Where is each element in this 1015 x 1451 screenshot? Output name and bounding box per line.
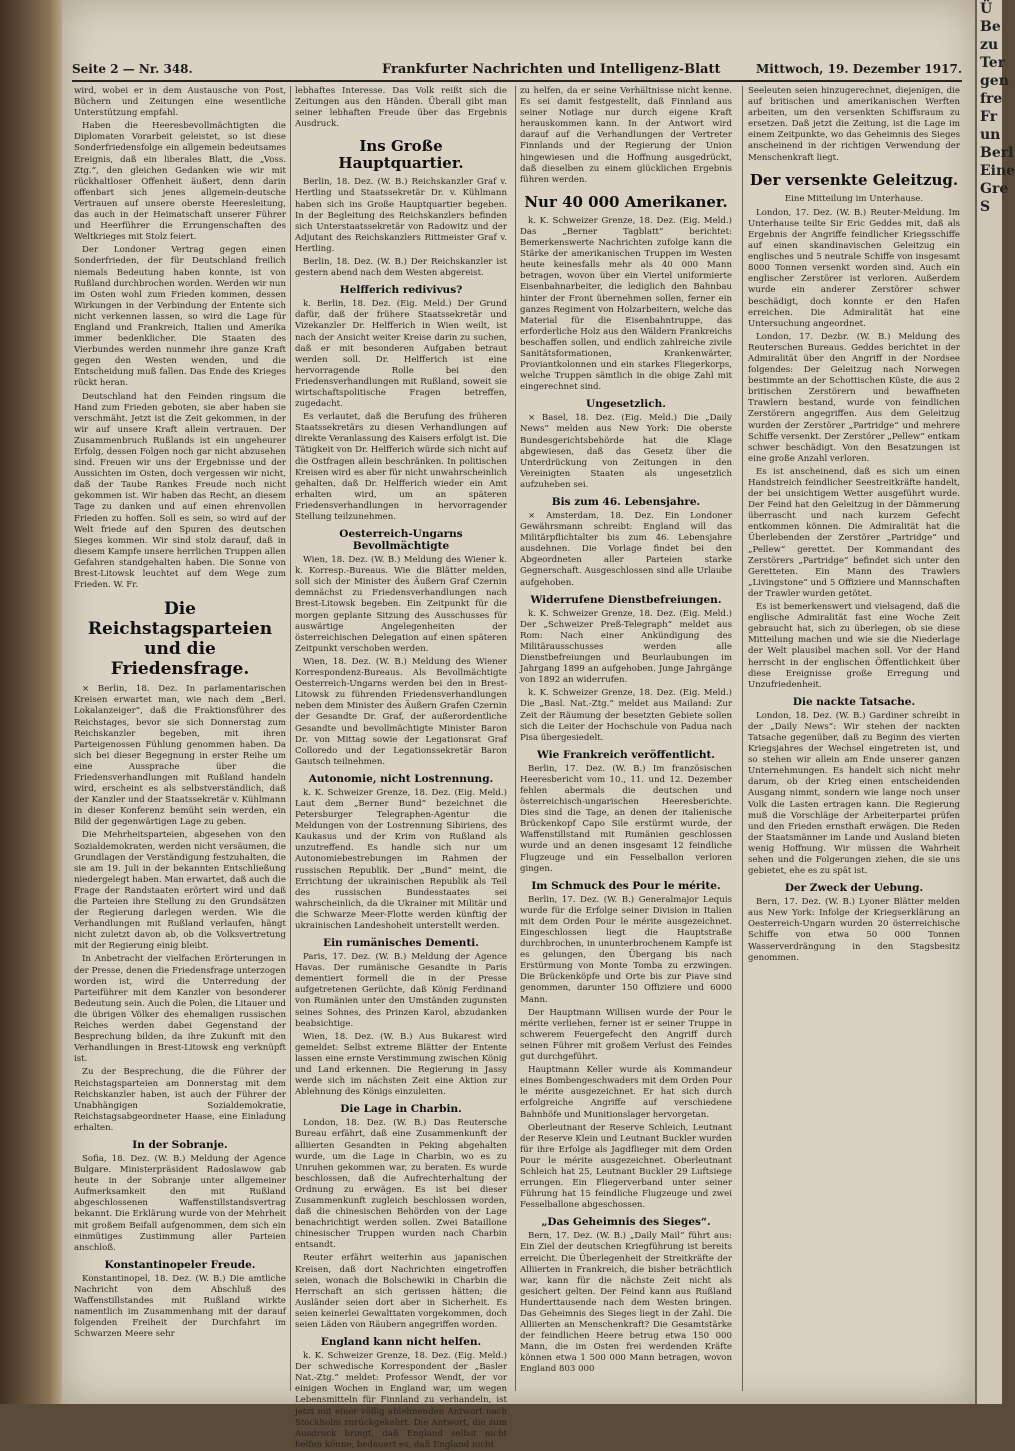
article-headline: Im Schmuck des Pour le mérite. xyxy=(531,879,721,892)
issue-date: Mittwoch, 19. Dezember 1917. xyxy=(756,62,962,76)
article-text: London, 18. Dez. (W. B.) Gardiner schreibt in der „Daily News“: Wir stehen der nackten Tatsache gegenüber, daß zu Beginn des vierten Kriegsjahres der Wechsel eingetreten ist, und so stehen wir allein am Ende unserer ganzen Unternehmungen. Es handelt sich nicht mehr darum, ob der Krieg einen entscheidenden Ausgang nimmt, sondern wie lange noch unser Volk die Lasten ertragen kann. Die Regierung muß die Vorschläge der Arbeiterpartei prüfen und den Frieden ernsthaft erwägen. Die Reden der Staatsmänner im Lande und Ausland bieten wenig Hoffnung. Wir müssen die Wahrheit sehen und die Folgerungen ziehen, die sie uns gebietet, ehe es zu spät ist. xyxy=(748,710,960,877)
article-headline: Ein rumänisches Dementi. xyxy=(323,937,479,950)
article-text: Sofia, 18. Dez. (W. B.) Meldung der Agence Bulgare. Ministerpräsident Radoslawow gab heute in der Sobranje unter allgemeiner Aufmerksamkeit den mit Rußland abgeschlossenen Waffenstillstandsvertrag bekannt. Die Erklärung wurde von der Mehrheit mit großem Beifall aufgenommen, dem sich ein einmütiges Zustimmung aller Parteien anschloß. xyxy=(74,1153,286,1253)
article-text: London, 17. Dezbr. (W. B.) Meldung des Reuterschen Bureaus. Geddes berichtet in der Admiralität über den Angriff in der Nordsee folgendes: Der Geleitzug nach Norwegen bestimmte an der Schottischen Küste, die aus 2 britischen Zerstörern und bewaffneten Trawlern bestand, wurde von feindlichen Zerstörern angegriffen. Aus dem Geleitzug wurden der Zerstörer „Partridge“ und mehrere Schiffe versenkt. Der Zerstörer „Pellew“ entkam schwer beschädigt. Von den Besatzungen ist eine große Anzahl verloren. xyxy=(748,331,960,464)
edge-fragment: un xyxy=(980,127,1001,143)
edge-fragment: Ü xyxy=(980,1,993,17)
article-text: Reuter erfährt weiterhin aus japanischen Kreisen, daß dort Nachrichten eingetroffen seien, wonach die Bolschewiki in Charbin die Herrschaft an sich gerissen hätten; die Ausländer seien dort aber in Sicherheit. Es seien keinerlei Gewalttaten vorgekommen, doch seien Läden von Räubern angegriffen worden. xyxy=(295,1253,507,1330)
article-text: k. K. Schweizer Grenze, 18. Dez. (Eig. Meld.) Laut dem „Berner Bund“ bezeichnet die Petersburger Telegraphen-Agentur die Meldungen von der Lostrennung Sibiriens, des Kaukasus und der Krim von Rußland als unzutreffend. Es handle sich nur um Autonomiebestrebungen im Rahmen der russischen Republik. Der „Bund“ meint, die Errichtung der ukrainischen Republik als Teil des russischen Bundesstaates sei wahrscheinlich, da die Ukrainer mit Militär und die Schwarze Meer-Flotte werden künftig der ukrainischen Landeshoheit unterstellt werden. xyxy=(295,787,507,931)
column-rule xyxy=(742,86,743,1391)
article-text: Berlin, 17. Dez. (W. B.) Generalmajor Lequis wurde für die Erfolge seiner Division in Italien mit dem Orden Pour le mérite ausgezeichnet. Eingeschlossen liegt die Hauptstraße durchbrochen, in ununterbrochenem Kampfe ist es gelungen, den Übergang bis nach Erstürmung von Monte Tomba zu erzwingen. Die Brückenköpfe und Orte bis zur Piave sind genommen, darunter 150 Offiziere und 6000 Mann. xyxy=(520,894,732,1005)
edge-fragment: S xyxy=(980,199,991,215)
article-text: Zu der Besprechung, die die Führer der Reichstagsparteien am Donnerstag mit dem Reichskanzler haben, ist auch der Führer der Unabhängigen Sozialdemokratie, Reichstagsabgeordneter Haase, eine Einladung erhalten. xyxy=(74,1067,286,1133)
article-text: Seeleuten seien hinzugerechnet, diejenigen, die auf britischen und amerikanischen Werften arbeiten, um den versenkten Schiffsraum zu ersetzen. Daß jetzt die Zeitung, ist die Lage im einem Zeitpunkte, wo das Geheimnis des Sieges anscheinend in der richtigen Verwendung der Menschenkraft liegt. xyxy=(748,86,960,163)
page-header xyxy=(72,58,962,80)
article-headline: Ins Große Hauptquartier. xyxy=(338,137,464,173)
article-headline: Widerrufene Dienstbefreiungen. xyxy=(530,593,722,606)
article-text: Es ist bemerkenswert und vielsagend, daß die englische Admiralität fast eine Woche Zeit gebraucht hat, sich zu überlegen, ob sie diese Mitteilung machen und wie sie die Niederlage der Welt plausibel machen soll. Vor der Hand herrscht in der englischen Öffentlichkeit über diese Ereignisse große Erregung und Unzufriedenheit. xyxy=(748,602,960,690)
article-text: London, 18. Dez. (W. B.) Das Reutersche Bureau erfährt, daß eine Zusammenkunft der alliierten Gesandten in Peking abgehalten wurde, um die Lage in Charbin, wo es zu Unruhen gekommen war, zu beraten. Es wurde beschlossen, daß die Aufrechterhaltung der Ordnung zu erwägen. Es ist bei dieser Zusammenkunft zugleich beschlossen worden, daß die chinesischen Behörden von der Lage benachrichtigt werden sollen. Zwei Bataillone chinesischer Truppen wurden nach Charbin entsandt. xyxy=(295,1118,507,1251)
article-headline: In der Sobranje. xyxy=(132,1138,228,1151)
newspaper-page xyxy=(62,0,975,1450)
article-text: Hauptmann Keller wurde als Kommandeur eines Bombengeschwaders mit dem Orden Pour le mérite ausgezeichnet. Er hat sich durch erfolgreiche Angriffe auf verschiedene Bahnhöfe und Munitionslager hervorgetan. xyxy=(520,1065,732,1120)
article-text: Haben die Heeresbevollmächtigten die Diplomaten Vorarbeit geleistet, so ist diese Sonderfriedensfolge ein allgemein bedeutsames Ereignis, daß ein liberales Blatt, die „Voss. Ztg.“, den gleichen Gedanken wie wir mit rückhaltloser Offenheit äußert, denn darin offenbart sich jenes allgemein-deutsche Vertrauen auf unsere oberste Heeresleitung, das auch in der Heimatschaft unserer Führer und Heerführer die Errungenschaften des Weltkrieges mit Stolz feiert. xyxy=(74,121,286,243)
adjacent-page-edge xyxy=(975,0,1015,1404)
column-rule xyxy=(515,86,516,1391)
edge-fragment: Gre xyxy=(980,181,1009,197)
article-headline: Oesterreich-Ungarns Bevollmächtigte xyxy=(339,528,463,553)
article-text: k. K. Schweizer Grenze, 18. Dez. (Eig. Meld.) Der „Schweizer Preß-Telegraph“ meldet aus Rom: Nach einer Ankündigung des Militärausschusses werden alle Dienstbefreiungen und Beurlaubungen im Jahrgang 1899 an aufgehoben. Junge Jahrgänge von 1892 an widerrufen. xyxy=(520,608,732,686)
column-1 xyxy=(74,86,286,1391)
article-text: k. K. Schweizer Grenze, 18. Dez. (Eig. Meld.) Das „Berner Tagblatt“ berichtet: Bemerkenswerte Nachrichten zufolge kann die Stärke der amerikanischen Truppen im Westen heute keinesfalls mehr als 40 000 Mann betragen, wovon über ein Viertel uniformierte Eisenbahnarbeiter, die lediglich den Bahnbau hinter der Front übernehmen sollen, ferner ein ganzes Regiment von Holzarbeitern, welche das Material für die Eisenbahntruppe, das erforderliche Holz aus den Wäldern Frankreichs beschaffen sollen, und endlich zahlreiche zivile Sanitätsformationen, Krankenwärter, Proviantkolonnen und ein starkes Fliegerkorps, welche Truppen sämtlich in die obige Zahl mit eingerechnet sind. xyxy=(520,215,732,393)
edge-fragment: gen xyxy=(980,73,1009,89)
article-text: k. Berlin, 18. Dez. (Eig. Meld.) Der Grund dafür, daß der frühere Staatssekretär und Vizekanzler Dr. Helfferich in Wien weilt, ist nach der Ansicht weiter Kreise darin zu suchen, daß er mit besonderen Aufgaben betraut werden soll. Dr. Helfferich ist eine hervorragende Rolle bei den Friedensverhandlungen mit Rußland, soweit sie wirtschaftspolitische Fragen betreffen, zugedacht. xyxy=(295,299,507,410)
article-text: zu helfen, da er seine Verhältnisse nicht kenne. Es sei damit festgestellt, daß Finnland aus seiner Notlage nur durch eigene Kraft herauskommen kann. In der Antwort wird darauf auf die Verhandlungen der Vertreter Finnlands und der Regierung der Union hingewiesen und die Hoffnung ausgedrückt, daß dieselben zu einem glücklichen Ergebnis führen werden. xyxy=(520,86,732,185)
article-headline: Nur 40 000 Amerikaner. xyxy=(524,192,728,211)
article-headline: Die Lage in Charbin. xyxy=(340,1103,462,1116)
article-subheadline: Eine Mitteilung im Unterhause. xyxy=(784,193,924,204)
article-text: k. K. Schweizer Grenze, 18. Dez. (Eig. Meld.) Die „Basl. Nat.-Ztg.“ meldet aus Mailand: Zur Zeit der Räumung der besetzten Gebiete sollen sich die Leiter der Hochschule von Padua nach Pisa übergesiedelt. xyxy=(520,688,732,743)
article-text: Paris, 17. Dez. (W. B.) Meldung der Agence Havas. Der rumänische Gesandte in Paris dementiert formell die in der Presse aufgetretenen Gerüchte, daß König Ferdinand von Rumänien unter den Umständen zugunsten seines Sohnes, des Prinzen Karol, abzudanken beabsichtige. xyxy=(295,952,507,1029)
article-text: London, 17. Dez. (W. B.) Reuter-Meldung. Im Unterhause teilte Sir Eric Geddes mit, daß als Ergebnis der Angriffe feindlicher Kriegsschiffe auf einen skandinavischen Geleitzug ein englisches und 5 neutrale Schiffe von insgesamt 8000 Tonnen versenkt worden sind. Auch ein englischer Zerstörer ist verloren. Außerdem wurde ein anderer Zerstörer schwer beschädigt, doch konnte er den Hafen erreichen. Die Admiralität hat eine Untersuchung angeordnet. xyxy=(748,207,960,329)
edge-fragment: Be xyxy=(980,19,1001,35)
edge-fragment: Fr xyxy=(980,109,998,125)
article-headline: Der versenkte Geleitzug. xyxy=(749,170,959,189)
article-text: Deutschland hat den Feinden ringsum die Hand zum Frieden geboten, sie aber haben sie verschmäht. Jetzt ist die Zeit gekommen, in der wir auf unsere Kraft allein vertrauen. Der Zusammenbruch Rußlands ist ein ungeheurer Erfolg, dessen Folgen noch gar nicht abzusehen sind. Freuen wir uns der Ergebnisse und der Aussichten im Osten, doch vergessen wir nicht, daß der Taube Rankes Freude noch nicht gekommen ist. Wir haben das Recht, an diesem Tage zu danken und auf einen ehrenvollen Frieden zu hoffen. Soll es sein, so wird auf der Welt friede auf den Spuren des deutschen Sieges kommen. Wir sind stolz darauf, daß in diesem Kampfe unsere herrlichen Truppen allen Gefahren standgehalten haben. Die Sonne von Brest-Litowsk leuchtet auf dem Wege zum Frieden. W. Fr. xyxy=(74,391,286,591)
article-headline: Autonomie, nicht Lostrennung. xyxy=(308,772,494,785)
article-text: Bern, 17. Dez. (W. B.) „Daily Mail“ führt aus: Ein Ziel der deutschen Kriegführung ist bereits erreicht. Die Überlegenheit der Streitkräfte der Alliierten in Frankreich, die bisher beträchtlich war, kann für die nächste Zeit nicht als gesichert gelten. Der Feind kann aus Rußland Hunderttausende nach dem Westen bringen. Das Geheimnis des Sieges liegt in der Zahl. Die Alliierten an Menschenkraft? Die Gesamtstärke der feindlichen Heere betrug etwa 150 000 Mann, die im Osten frei werdenden Kräfte können etwa 1 500 000 Mann betragen, wovon England 803 000 xyxy=(520,1231,732,1375)
column-rule xyxy=(290,86,291,1391)
article-text: wird, wobei er in dem Austausche von Post, Büchern und Zeitungen eine wesentliche Unterstützung empfahl. xyxy=(74,86,286,119)
article-text: × Amsterdam, 18. Dez. Ein Londoner Gewährsmann schreibt: England will das Militärpflichtalter bis zum 46. Lebensjahre ausdehnen. Die Vorlage findet bei den Abgeordneten aller Parteien starke Gegnerschaft. Ausgeschlossen sind alle Urlaube aufgehoben. xyxy=(520,511,732,588)
edge-fragment: zu xyxy=(980,37,999,53)
article-headline: Die Reichstagsparteien und die Friedensfrage. xyxy=(87,599,273,680)
article-text: Oberleutnant der Reserve Schleich, Leutnant der Reserve Klein und Leutnant Buckler wurden für ihre Erfolge als Jagdflieger mit dem Orden Pour le mérite ausgezeichnet. Oberleutnant Schleich hat 25, Leutnant Buckler 29 Luftsiege errungen. Ein Fliegerverband unter seiner Führung hat 15 feindliche Flugzeuge und zwei Fesselballone abgeschossen. xyxy=(520,1122,732,1211)
column-3 xyxy=(520,86,732,1391)
article-text: × Berlin, 18. Dez. In parlamentarischen Kreisen erwartet man, wie nach dem „Berl. Lokalanzeiger“, daß die Fraktionsführer des Reichstages, bevor sie sich Donnerstag zum Reichskanzler begeben, mit ihren Parteigenossen Fühlung genommen haben. Da sich bei dieser Begegnung in erster Reihe um eine Aussprache über die Friedensverhandlungen mit Rußland handeln wird, erscheint es als selbstverständlich, daß der Kanzler und der Staatssekretär v. Kühlmann in dieser Konferenz bemüht sein werden, ein Bild der gegenwärtigen Lage zu geben. xyxy=(74,684,286,828)
edge-fragment: Eine xyxy=(980,163,1015,179)
article-headline: England kann nicht helfen. xyxy=(320,1336,482,1349)
article-headline: Helfferich redivivus? xyxy=(339,284,463,297)
article-text: Berlin, 18. Dez. (W. B.) Der Reichskanzler ist gestern abend nach dem Westen abgereist. xyxy=(295,257,507,279)
article-text: Der Londoner Vertrag gegen einen Sonderfrieden, der für Deutschland freilich niemals Bedeutung haben konnte, ist von Rußland durchbrochen worden. Werden wir nun im Osten wohl zum Frieden kommen, dessen Wirkungen in der Verbindung der Entente sich nicht verkennen lassen, so wird die Lage für England und Frankreich, Italien und Amerika immer bedenklicher. Die Staaten des Vierbundes werden nunmehr ihre ganze Kraft gegen den Westen wenden, und die Entscheidung muß fallen. Das Ende des Krieges rückt heran. xyxy=(74,245,286,389)
article-text: lebhaftes Interesse. Das Volk reißt sich die Zeitungen aus den Händen. Überall gibt man seiner lebhaften Freude über das Ergebnis Ausdruck. xyxy=(295,86,507,130)
article-headline: Wie Frankreich veröffentlicht. xyxy=(537,748,715,761)
book-binding xyxy=(0,0,62,1404)
article-text: Bern, 17. Dez. (W. B.) Lyoner Blätter melden aus New York: Infolge der Kriegserklärung an Oesterreich-Ungarn wurden 20 österreichische Schiffe von etwa 50 000 Tonnen Wasserverdrängung in den Stagsbesitz genommen. xyxy=(748,897,960,963)
article-headline: Konstantinopeler Freude. xyxy=(104,1258,256,1271)
column-2 xyxy=(295,86,507,1450)
article-headline: „Das Geheimnis des Sieges“. xyxy=(541,1216,711,1229)
page-number: Seite 2 — Nr. 348. xyxy=(72,62,193,76)
article-headline: Bis zum 46. Lebensjahre. xyxy=(551,496,701,508)
article-headline: Ungesetzlich. xyxy=(586,398,666,411)
edge-fragment: Ter xyxy=(980,55,1006,71)
article-text: k. K. Schweizer Grenze, 18. Dez. (Eig. Meld.) Der schwedische Korrespondent der „Basler Nat.-Ztg.“ meldet: Professor Wendt, der vor einigen Wochen in England war, um wegen Lebensmitteln für Finnland zu verhandeln, ist jetzt mit einer völlig ablehnenden Antwort nach Stockholm zurückgekehrt. Die Antwort, die zum Ausdruck bringt, daß England selbst nicht helfen könne, bedauert es, daß England nicht xyxy=(295,1351,507,1450)
article-text: Die Mehrheitsparteien, abgesehen von den Sozialdemokraten, werden nicht versäumen, die Grundlagen der Verständigung festzuhalten, die sie am 19. Juli in der bekannten Entschließung niedergelegt haben. Man erwartet, daß auch die Frage der Randstaaten erörtert wird und daß die Parteien ihre Stellung zu den Grundsätzen der Regierung darlegen werden. Wie die Verhandlungen mit Rußland verlaufen, hängt nicht zuletzt davon ab, ob die Volksvertretung mit der Regierung einig bleibt. xyxy=(74,830,287,952)
article-text: × Basel, 18. Dez. (Eig. Meld.) Die „Daily News“ melden aus New York: Die oberste Bundesgerichtsbehörde hat die Klage abgewiesen, daß das Gesetz über die Unterdrückung von Zeitungen in den Vereinigten Staaten als ungesetzlich aufzuheben sei. xyxy=(520,413,732,490)
edge-fragment: fre xyxy=(980,91,1003,107)
header-rule xyxy=(72,80,962,82)
article-text: Es verlautet, daß die Berufung des früheren Staatssekretärs zu diesen Verhandlungen auf direkte Veranlassung des Kaisers erfolgt ist. Die Tätigkeit von Dr. Helfferich würde sich nicht auf die Ostfragen allein beschränken. In politischen Kreisen wird es aber für nicht unwahrscheinlich gehalten, daß Dr. Helfferich wieder ein Amt erhalten wird, um an späteren Friedensverhandlungen in hervorragender Stellung teilzunehmen. xyxy=(295,412,507,522)
article-headline: Der Zweck der Uebung. xyxy=(784,882,924,895)
article-text: Es ist anscheinend, daß es sich um einen Handstreich feindlicher Seestreitkräfte handelt, der bei unsichtigem Wetter ausgeführt wurde. Der Feind hat den Geleitzug in der Dämmerung überrascht und nach kurzem Gefecht entkommen können. Die Admiralität hat die Überlebenden der Zerstörer „Partridge“ und „Pellew“ gerettet. Der Kommandant des Zerstörers „Partridge“ befindet sich unter den Geretteten. Ein Mann des Trawlers „Livingstone“ und 5 Offiziere und Mannschaften der Trawler wurden getötet. xyxy=(748,466,960,599)
article-text: Wien, 18. Dez. (W. B.) Aus Bukarest wird gemeldet: Selbst extreme Blätter der Entente lassen eine ernste Verstimmung zwischen König und Land erkennen. Die Regierung in Jassy werde sich im nächsten Zeit eine Aktion zur Ablehnung des Königs einzuleiten. xyxy=(295,1031,507,1098)
masthead: Frankfurter Nachrichten und Intelligenz-Blatt xyxy=(382,62,721,77)
article-text: Berlin, 18. Dez. (W. B.) Reichskanzler Graf v. Hertling und Staatssekretär Dr. v. Kühlmann haben sich ins Große Hauptquartier begeben. In der Begleitung des Reichskanzlers befinden sich Unterstaatssekretär von Radowitz und der Adjutant des Reichskanzlers Rittmeister Graf v. Hertling. xyxy=(295,177,507,254)
article-text: Konstantinopel, 18. Dez. (W. B.) Die amtliche Nachricht von dem Abschluß des Waffenstillstandes mit Rußland wirkte namentlich im Zusammenhang mit der darauf folgenden Freiheit der Durchfahrt im Schwarzen Meere sehr xyxy=(74,1273,286,1340)
article-text: In Anbetracht der vielfachen Erörterungen in der Presse, denen die Friedensfrage unterzogen worden ist, wird die Unterredung der Parteiführer mit dem Kanzler von besonderer Bedeutung sein. Auch die Polen, die Litauer und die übrigen Völker des ehemaligen russischen Reiches werden dabei Gegenstand der Besprechung bilden, da ihre Zukunft mit den Verhandlungen in Brest-Litowsk eng verknüpft ist. xyxy=(74,954,286,1065)
article-text: Wien, 18. Dez. (W. B.) Meldung des Wiener k. k. Korresp.-Bureaus. Wie die Blätter melden, soll sich der Minister des Äußern Graf Czernin demnächst zu Friedensverhandlungen nach Brest-Litowsk begeben. Ein Zeitpunkt für die morgen geplante Sitzung des Ausschusses für auswärtige Angelegenheiten der österreichischen Delegation auf einen späteren Zeitpunkt verschoben werden. xyxy=(295,555,507,654)
article-headline: Die nackte Tatsache. xyxy=(792,695,916,708)
article-text: Der Hauptmann Willisen wurde der Pour le mérite verliehen, ferner ist er seiner Truppe in schwerem Feuergefecht den Angriff durch seinen Führer mit großem Verlust des Feindes gut durchgeführt. xyxy=(520,1007,732,1063)
column-4 xyxy=(748,86,960,1391)
article-text: Berlin, 17. Dez. (W. B.) Im französischen Heeresbericht vom 10., 11. und 12. Dezember fehlen abermals die deutschen und österreichisch-ungarischen Heeresberichte. Dies sind die Tage, an denen der italienische Brückenkopf Capo Sile erstürmt wurde, der Waffenstillstand mit Rumänien geschlossen wurde und an denen insgesamt 12 feindliche Flugzeuge und ein Fesselballon verloren gingen. xyxy=(520,763,732,874)
article-text: Wien, 18. Dez. (W. B.) Meldung des Wiener Korrespondenz-Bureaus. Als Bevollmächtigte Oesterreich-Ungarns werden bei den in Brest-Litowsk zu führenden Friedensverhandlungen neben dem Minister des Äußern Grafen Czernin der Gesandte Dr. Graf, der außerordentliche Gesandte und bevollmächtigte Minister Baron Dr. von Mittag sowie der Legationsrat Graf Colloredo und der Legationssekretär Baron Gautsch teilnehmen. xyxy=(295,656,507,767)
edge-fragment: Berl xyxy=(980,145,1014,161)
